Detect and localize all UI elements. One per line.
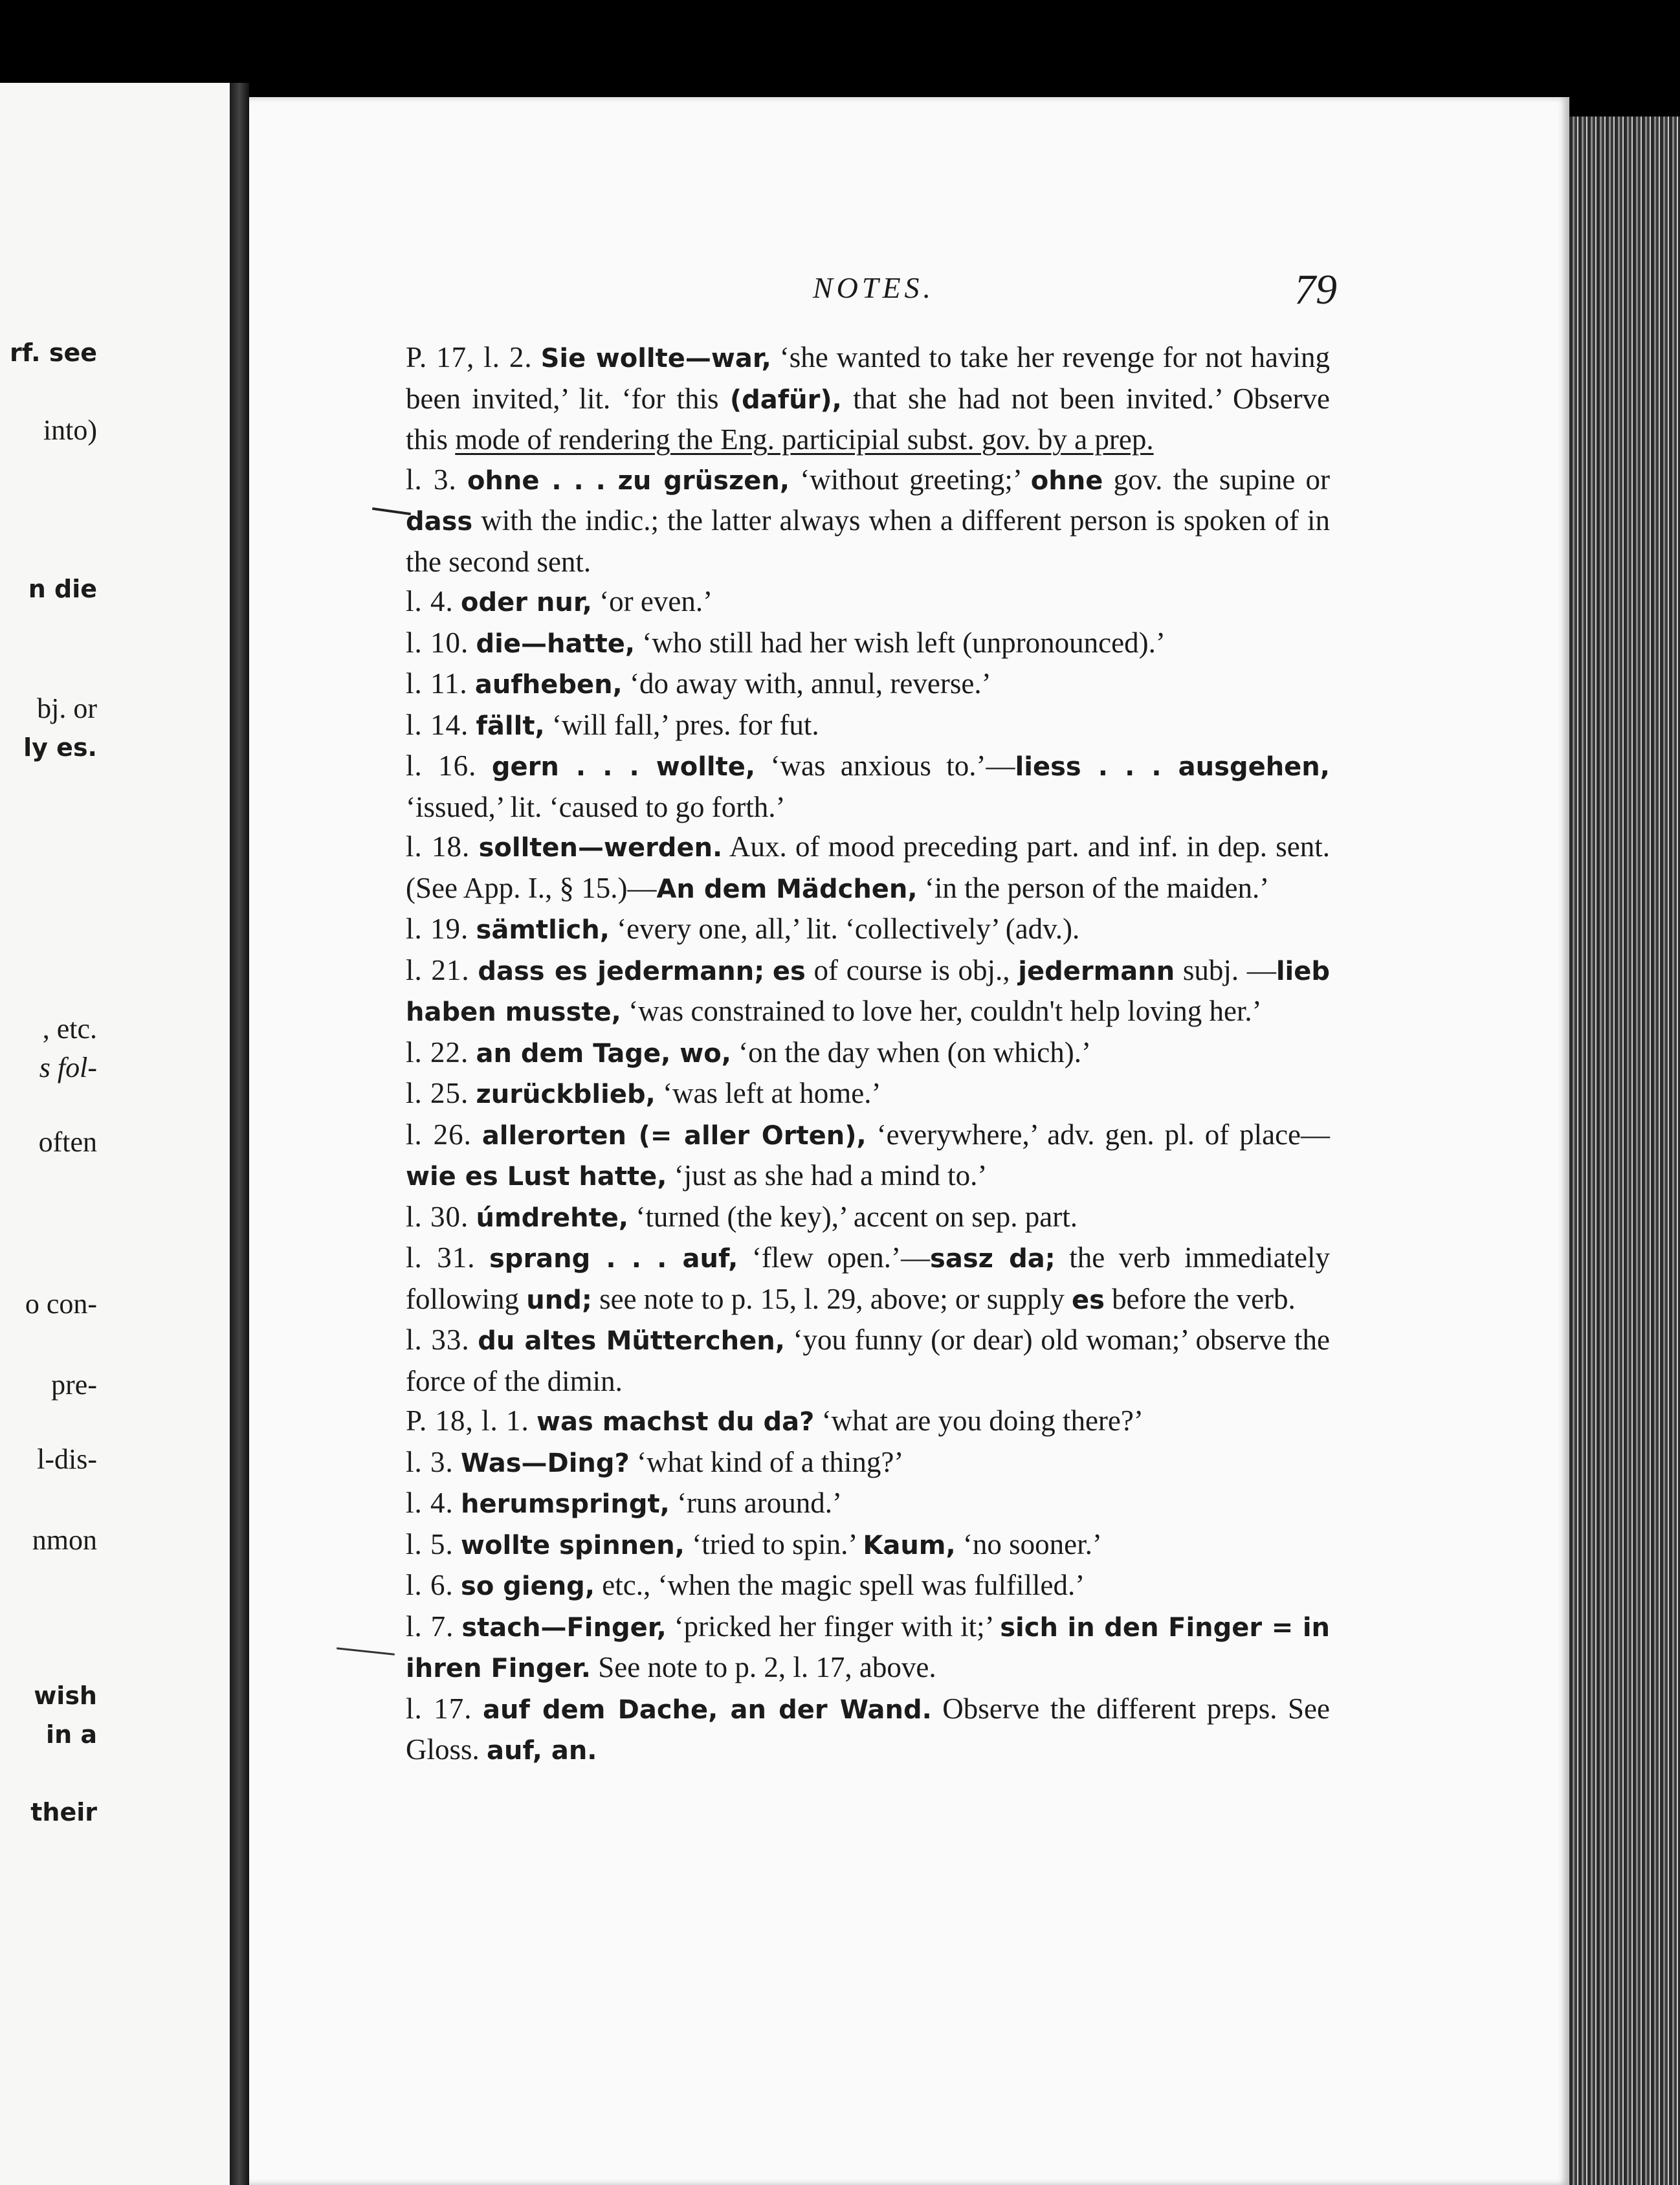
underlined-text: mode of rendering the Eng. participial subst. gov. by a prep.: [455, 423, 1154, 456]
note-reference: l. 25.: [406, 1077, 469, 1109]
note-entry: [372, 909, 1330, 951]
german-headword: dass es jedermann;: [478, 956, 765, 986]
note-text: gov. the supine or: [1103, 463, 1331, 496]
german-headword: wollte spinnen,: [461, 1530, 685, 1560]
margin-fragment: bj. or: [37, 693, 97, 724]
german-headword: Sie wollte—war,: [540, 344, 771, 373]
german-headword: stach—Finger,: [461, 1612, 667, 1643]
note-text: ‘or even.’: [591, 585, 713, 617]
margin-fragment: in a: [46, 1720, 97, 1749]
note-entry: [372, 338, 1330, 460]
german-headword: sollten—werden.: [478, 833, 723, 863]
page-edges: [1569, 116, 1680, 2185]
note-reference: P. 18, l. 1.: [406, 1404, 529, 1437]
german-headword: allerorten (= aller Orten),: [481, 1120, 867, 1151]
german-headword: und;: [526, 1285, 592, 1315]
note-text: ‘will fall,’ pres. for fut.: [544, 708, 819, 741]
note-reference: l. 3.: [406, 1445, 454, 1478]
margin-fragment: wish: [34, 1681, 97, 1710]
margin-fragment: pre-: [51, 1369, 97, 1401]
german-headword: (dafür),: [729, 384, 842, 415]
german-headword: sich in den Finger = in ihren Finger.: [406, 1612, 1331, 1683]
note-text: with the indic.; the latter always when a different person is spoken of in the second sent.: [406, 504, 1330, 578]
page-number: 79: [1294, 266, 1337, 313]
note-entry: [372, 460, 1330, 582]
note-reference: l. 26.: [406, 1118, 472, 1151]
book-gutter: [230, 83, 249, 2185]
german-headword: sämtlich,: [476, 915, 610, 945]
note-reference: P. 17, l. 2.: [406, 341, 533, 373]
german-headword: sasz da;: [930, 1244, 1056, 1274]
note-text: ‘everywhere,’ adv. gen. pl. of place—: [866, 1118, 1331, 1151]
note-reference: l. 16.: [406, 749, 477, 782]
note-reference: l. 10.: [406, 626, 469, 659]
note-entry: [372, 1320, 1330, 1401]
note-reference: l. 11.: [406, 667, 468, 700]
margin-fragment: s fol-: [39, 1052, 97, 1083]
margin-fragment: rf. see: [9, 338, 97, 367]
margin-fragment: n die: [28, 575, 97, 603]
german-headword: auf dem Dache, an der Wand.: [483, 1694, 932, 1725]
margin-fragment: often: [38, 1126, 97, 1158]
german-headword: jedermann: [1018, 956, 1175, 986]
german-headword: fällt,: [476, 711, 545, 741]
note-entry: [372, 1607, 1330, 1689]
note-text: ‘every one, all,’ lit. ‘collectively’ (adv.).: [609, 913, 1080, 945]
note-reference: l. 5.: [406, 1527, 454, 1560]
german-headword: so gieng,: [461, 1571, 595, 1601]
german-headword: sprang . . . auf,: [489, 1244, 738, 1274]
note-text: etc., ‘when the magic spell was fulfilled.’: [595, 1569, 1085, 1601]
note-text: ‘runs around.’: [669, 1487, 842, 1519]
german-headword: Kaum,: [863, 1530, 956, 1560]
note-reference: l. 31.: [406, 1241, 476, 1274]
note-text: that she had not been invited.’ Observe this: [406, 382, 1331, 456]
note-reference: l. 33.: [406, 1324, 470, 1356]
note-text: ‘no sooner.’: [955, 1527, 1102, 1560]
margin-fragment: ly es.: [23, 733, 97, 762]
note-entry: [372, 1689, 1330, 1771]
german-headword: es: [772, 956, 806, 986]
note-reference: l. 22.: [406, 1036, 469, 1069]
german-headword: oder nur,: [461, 588, 592, 617]
note-text: See note to p. 2, l. 17, above.: [590, 1651, 936, 1683]
note-entry: [372, 705, 1330, 747]
note-reference: l. 14.: [406, 708, 469, 741]
german-headword: du altes Mütterchen,: [478, 1326, 785, 1356]
note-entry: [372, 1443, 1330, 1484]
note-entry: [372, 951, 1330, 1033]
margin-fragment: nmon: [32, 1524, 97, 1556]
german-headword: Was—Ding?: [461, 1448, 630, 1478]
german-headword: wie es Lust hatte,: [406, 1162, 667, 1192]
german-headword: auf, an.: [487, 1736, 597, 1766]
note-reference: l. 7.: [406, 1610, 454, 1643]
note-text: ‘pricked her finger with it;’: [666, 1610, 1000, 1643]
note-text: ‘who still had her wish left (unpronounced).’: [635, 626, 1166, 659]
note-reference: l. 6.: [406, 1569, 454, 1601]
note-entry: [372, 1115, 1330, 1197]
note-text: ‘without greeting;’: [790, 463, 1031, 496]
note-entry: [372, 1566, 1330, 1607]
note-entry: [372, 1074, 1330, 1115]
german-headword: an dem Tage, wo,: [476, 1038, 731, 1069]
note-reference: l. 19.: [406, 913, 469, 945]
notes-body: [372, 338, 1330, 1771]
note-text: ‘tried to spin.’: [684, 1527, 863, 1560]
note-entry: [372, 827, 1330, 909]
note-reference: l. 21.: [406, 953, 470, 986]
note-reference: l. 30.: [406, 1200, 469, 1233]
note-text: ‘in the person of the maiden.’: [917, 871, 1270, 904]
note-text: ‘issued,’ lit. ‘caused to go forth.’: [406, 790, 786, 823]
german-headword: lieb haben musste,: [406, 956, 1331, 1027]
note-reference: l. 4.: [406, 1487, 454, 1519]
note-text: of course is obj.,: [805, 953, 1019, 986]
note-entry: [372, 1525, 1330, 1566]
margin-fragment: , etc.: [42, 1013, 97, 1045]
note-entry: [372, 582, 1330, 623]
german-headword: gern . . . wollte,: [491, 752, 756, 782]
note-entry: [372, 1238, 1330, 1320]
note-text: ‘was anxious to.’—: [755, 749, 1015, 782]
note-text: subj. —: [1175, 953, 1276, 986]
margin-fragment: l-dis-: [37, 1443, 97, 1475]
note-text: ‘was left at home.’: [655, 1077, 881, 1109]
note-text: ‘she wanted to take her revenge for not having been invited,’ lit. ‘for this: [406, 341, 1331, 415]
german-headword: ohne: [1030, 465, 1103, 496]
note-entry: [372, 1197, 1330, 1239]
margin-fragment: into): [43, 414, 97, 446]
margin-fragment: their: [30, 1798, 97, 1826]
german-headword: was machst du da?: [536, 1407, 815, 1437]
note-text: Observe the different preps. See Gloss.: [406, 1692, 1330, 1766]
note-reference: l. 3.: [406, 463, 457, 496]
note-reference: l. 17.: [406, 1692, 472, 1725]
note-text: [764, 954, 773, 986]
german-headword: dass: [406, 507, 473, 537]
note-text: ‘flew open.’—: [738, 1241, 931, 1274]
german-headword: liess . . . ausgehen,: [1015, 752, 1330, 782]
note-entry: [372, 746, 1330, 827]
note-text: Aux. of mood preceding part. and inf. in dep. sent. (See App. I., § 15.)—: [406, 830, 1331, 904]
note-text: ‘you funny (or dear) old woman;’ observe the force of the dimin.: [406, 1324, 1331, 1397]
german-headword: úmdrehte,: [476, 1203, 629, 1233]
note-text: ‘was constrained to love her, couldn't help loving her.’: [621, 995, 1262, 1027]
note-text: ‘do away with, annul, reverse.’: [622, 667, 991, 700]
note-reference: l. 4.: [406, 585, 454, 617]
german-headword: es: [1071, 1285, 1105, 1315]
note-text: before the verb.: [1104, 1282, 1296, 1315]
note-entry: [372, 1483, 1330, 1525]
german-headword: die—hatte,: [476, 628, 636, 659]
note-entry: [372, 1401, 1330, 1443]
german-headword: ohne . . . zu grüszen,: [467, 465, 790, 496]
note-text: the verb immediately following: [406, 1241, 1331, 1315]
note-text: ‘just as she had a mind to.’: [667, 1159, 988, 1192]
german-headword: An dem Mädchen,: [656, 874, 918, 904]
note-text: ‘what kind of a thing?’: [629, 1445, 904, 1478]
note-entry: [372, 623, 1330, 665]
running-head: NOTES.: [812, 271, 935, 304]
german-headword: zurückblieb,: [476, 1080, 656, 1109]
note-entry: [372, 664, 1330, 705]
german-headword: aufheben,: [474, 670, 623, 700]
note-text: ‘turned (the key),’ accent on sep. part.: [628, 1200, 1078, 1233]
note-text: ‘what are you doing there?’: [814, 1404, 1144, 1437]
note-text: see note to p. 15, l. 29, above; or supply: [591, 1282, 1072, 1315]
note-text: ‘on the day when (on which).’: [731, 1036, 1092, 1069]
margin-fragment: o con-: [25, 1288, 97, 1320]
german-headword: herumspringt,: [461, 1489, 670, 1519]
note-entry: [372, 1033, 1330, 1074]
note-reference: l. 18.: [406, 830, 470, 863]
